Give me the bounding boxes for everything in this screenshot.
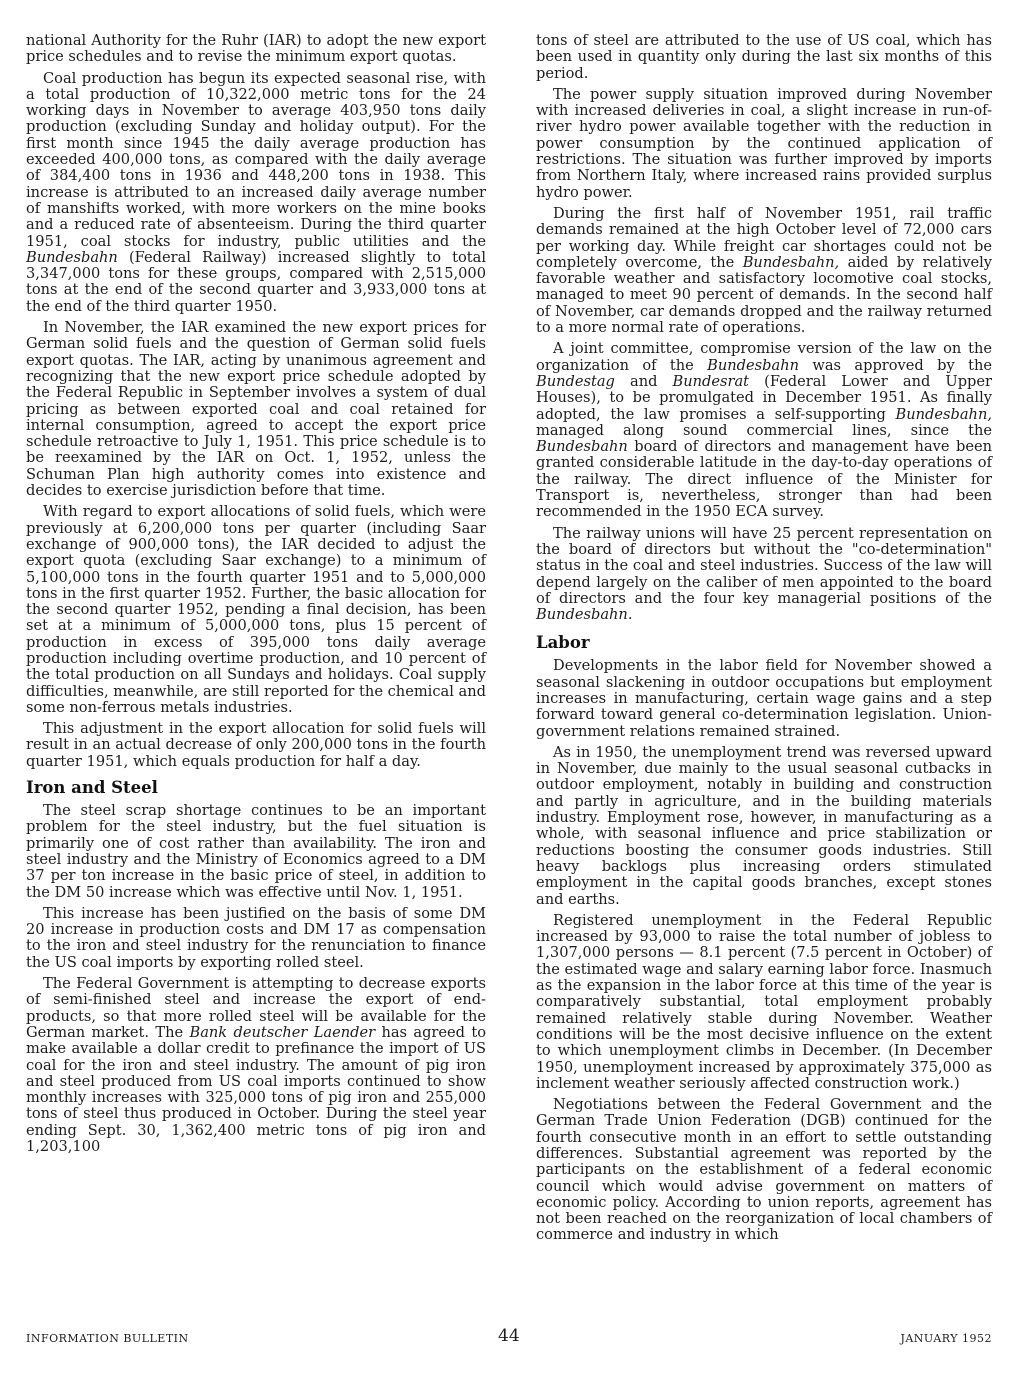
paragraph-text: The railway unions will have 25 percent representation on the board of directors but without the "co-determination" status in the coal and steel industries. Success of the law will depend largely on the caliber of men appointed to the board of directors and the four key managerial positions of the <box>536 524 992 607</box>
right-column <box>536 33 992 1249</box>
paragraph-text: managed along sound commercial lines, since the <box>536 421 992 439</box>
emphasis-text: Bundesbahn, <box>742 253 840 271</box>
paragraph: Registered unemployment in the Federal Republic increased by 93,000 to raise the total number of jobless to 1,307,000 persons — 8.1 percent (7.5 percent in October) of the estimated wage and salary earning labor force. Inasmuch as the expansion in the labor force at this time of the year is comparatively substantial, total employment probably remained relatively stable during November. Weather conditions will be the most decisive influence on the extent to which unemployment climbs in December. (In December 1950, unemployment increased by approximately 375,000 as inclement weather seriously affected construction work.) <box>536 911 992 1092</box>
paragraph-text: A joint committee, compromise version of the law on the organization of the <box>536 340 992 374</box>
paragraph-text: was approved by the <box>799 356 992 374</box>
emphasis-text: Bundesbahn <box>536 438 628 456</box>
paragraph <box>26 71 486 315</box>
left-column <box>26 33 486 1160</box>
emphasis-text: Bundesbahn <box>707 356 799 374</box>
paragraph <box>26 976 486 1155</box>
emphasis-text: Bundesbahn, <box>895 405 992 423</box>
paragraph: As in 1950, the unemployment trend was reversed upward in November, due mainly to the usual seasonal cutbacks in outdoor employment, notably in building and construction and partly in agriculture, and in the building materials industry. Employment rose, however, in manufacturing as a whole, with seasonal influence and price stabilization or reductions boosting the consumer goods industries. Still heavy backlogs plus increasing orders stimulated employment in the capital goods branches, except stones and earths. <box>536 743 992 908</box>
paragraph: Developments in the labor field for November showed a seasonal slackening in outdoor occupations but employment increases in manufacturing, certain wage gains and a step forward toward general co-determination legislation. Union-government relations remained strained. <box>536 657 992 740</box>
emphasis-text: Bank deutscher Laender <box>189 1023 376 1041</box>
emphasis-text: Bundestag <box>536 372 615 390</box>
paragraph-text: (Federal Railway) increased slightly to total 3,347,000 tons for these groups, compared with 2,515,000 tons at the end of the second quarter and 3,933,000 tons at the end of the third quarter 1950. <box>26 248 486 315</box>
paragraph-text: and <box>614 372 673 390</box>
paragraph-text: aided by relatively favorable weather and satisfactory locomotive coal stocks, managed to meet 90 percent of demands. In the second half of November, car demands dropped and the railway returned to a more normal rate of operations. <box>536 253 992 337</box>
paragraph-text: (Federal Lower and Upper Houses), to be promulgated in December 1951. As finally adopted, the law promises a self-supporting <box>536 372 992 423</box>
paragraph: national Authority for the Ruhr (IAR) to adopt the new export price schedules and to revise the minimum export quotas. <box>26 32 486 66</box>
issue-date: JANUARY 1952 <box>900 1332 992 1345</box>
paragraph: The power supply situation improved during November with increased deliveries in coal, a slight increase in run-of-river hydro power available together with the reduction in power consumption by the continued application of restrictions. The situation was further improved by imports from Northern Italy, where increased rains provided surplus hydro power. <box>536 85 992 201</box>
paragraph <box>536 526 992 624</box>
section-heading-iron-and-steel: Iron and Steel <box>26 778 158 798</box>
paragraph: With regard to export allocations of solid fuels, which were previously at 6,200,000 tons per quarter (including Saar exchange of 900,000 tons), the IAR decided to adjust the export quota (excluding Saar exchange) to a minimum of 5,100,000 tons in the fourth quarter 1951 and to 5,000,000 tons in the first quarter 1952. Further, the basic allocation for the second quarter 1952, pending a final decision, has been set at a minimum of 5,000,000 tons, plus 15 percent of production in excess of 395,000 tons daily average production including overtime production, and 10 percent of the total production on all Sundays and holidays. Coal supply difficulties, meanwhile, are still reported for the chemical and some non-ferrous metals industries. <box>26 503 486 716</box>
paragraph-text: During the first half of November 1951, rail traffic demands remained at the high October level of 72,000 cars per working day. While freight car shortages could not be completely overcome, the <box>536 204 992 271</box>
paragraph-text: has agreed to make available a dollar credit to prefinance the import of US coal for the iron and steel industry. The amount of pig iron and steel produced from US coal imports continued to show monthly increases with 325,000 tons of pig iron and 255,000 tons of steel thus produced in October. During the steel year ending Sept. 30, 1,362,400 metric tons of pig iron and 1,203,100 <box>26 1023 486 1155</box>
paragraph: The steel scrap shortage continues to be an important problem for the steel industry, but the fuel situation is primarily one of cost rather than availability. The iron and steel industry and the Ministry of Economics agreed to a DM 37 per ton increase in the basic price of steel, in addition to the DM 50 increase which was effective until Nov. 1, 1951. <box>26 802 486 901</box>
paragraph: tons of steel are attributed to the use of US coal, which has been used in quantity only during the last six months of this period. <box>536 32 992 82</box>
paragraph-text: Coal production has begun its expected seasonal rise, with a total production of 10,322,000 metric tons for the 24 working days in November to average 403,950 tons daily production (excluding Sunday and holiday output). For the first month since 1945 the daily average production has exceeded 400,000 tons, as compared with the daily average of 384,400 tons in 1936 and 448,200 tons in 1938. This increase is attributed to an increased daily average number of manshifts worked, with more workers on the mine books and a reduced rate of absenteeism. During the third quarter 1951, coal stocks for industry, public utilities and the <box>26 69 486 250</box>
section-heading-labor: Labor <box>536 633 590 653</box>
emphasis-text: Bundesrat <box>672 372 750 390</box>
page-footer <box>26 1326 992 1356</box>
paragraph <box>536 206 992 336</box>
page-number: 44 <box>498 1326 520 1346</box>
paragraph-text: board of directors and management have been granted considerable latitude in the day-to-day operations of the railway. The direct influence of the Minister for Transport is, nevertheless, stronger than had been recommended in the 1950 ECA survey. <box>536 438 992 521</box>
paragraph: In November, the IAR examined the new export prices for German solid fuels and the question of German solid fuels export quotas. The IAR, acting by unanimous agreement and recognizing that the new export price schedule adopted by the Federal Republic in September involves a system of dual pricing as between exported coal and coal retained for internal consumption, agreed to accept the export price schedule retroactive to July 1, 1951. This price schedule is to be reexamined by the IAR on Oct. 1, 1952, unless the Schuman Plan high authority comes into existence and decides to exercise jurisdiction before that time. <box>26 319 486 500</box>
paragraph: This increase has been justified on the basis of some DM 20 increase in production costs and DM 17 as compensation to the iron and steel industry for the renunciation to finance the US coal imports by exporting rolled steel. <box>26 904 486 971</box>
publication-name: INFORMATION BULLETIN <box>26 1332 189 1345</box>
emphasis-text: Bundesbahn. <box>536 606 633 624</box>
paragraph: This adjustment in the export allocation for solid fuels will result in an actual decrease of only 200,000 tons in the fourth quarter 1951, which equals production for half a day. <box>26 720 486 770</box>
paragraph: Negotiations between the Federal Government and the German Trade Union Federation (DGB) continued for the fourth consecutive month in an effort to settle outstanding differences. Substantial agreement was reported by the participants on the establishment of a federal economic council which would advise government on matters of economic policy. According to union reports, agreement has not been reached on the reorganization of local chambers of commerce and industry in which <box>536 1096 992 1244</box>
paragraph <box>536 341 992 520</box>
paragraph-text: The Federal Government is attempting to decrease exports of semi-finished steel and increase the export of end-products, so that more rolled steel will be available for the German market. The <box>26 975 486 1041</box>
emphasis-text: Bundesbahn <box>26 248 118 266</box>
